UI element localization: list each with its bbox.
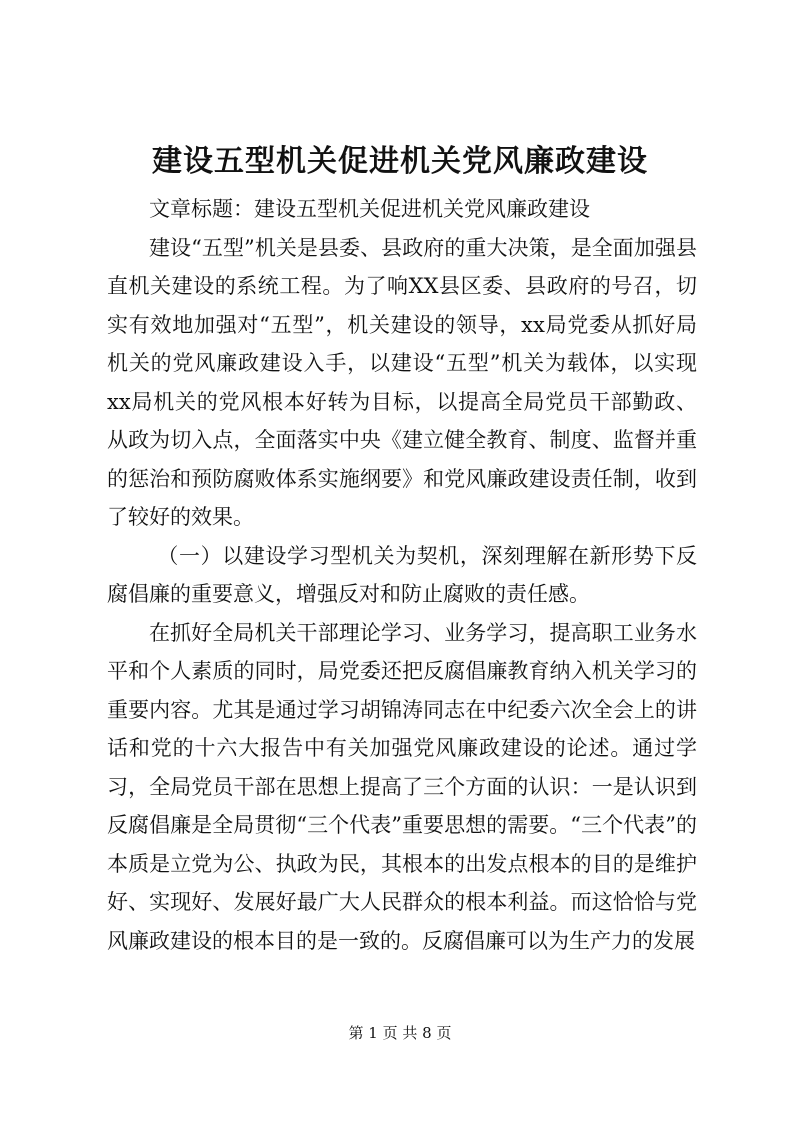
document-title: 建设五型机关促进机关党风廉政建设 [152,144,648,179]
document-body [107,190,697,960]
paragraph-intro: 建设“五型”机关是县委、县政府的重大决策，是全面加强县直机关建设的系统工程。为了响XX县区委、县政府的号召，切实有效地加强对“五型”，机关建设的领导，xx局党委从抓好局机关的党风廉政建设入手，以建设“五型”机关为载体，以实现xx局机关的党风根本好转为目标，以提高全局党员干部勤政、从政为切入点，全面落实中央《建立健全教育、制度、监督并重的惩治和预防腐败体系实施纲要》和党风廉政建设责任制，收到了较好的效果。 [107,235,697,529]
article-title-line: 文章标题：建设五型机关促进机关党风廉政建设 [149,197,590,221]
paragraph-body: 在抓好全局机关干部理论学习、业务学习，提高职工业务水平和个人素质的同时，局党委还把反腐倡廉教育纳入机关学习的重要内容。尤其是通过学习胡锦涛同志在中纪委六次全会上的讲话和党的十六大报告中有关加强党风廉政建设的论述。通过学习，全局党员干部在思想上提高了三个方面的认识：一是认识到反腐倡廉是全局贯彻“三个代表”重要思想的需要。“三个代表”的本质是立党为公、执政为民，其根本的出发点根本的目的是维护好、实现好、发展好最广大人民群众的根本利益。而这恰恰与党风廉政建设的根本目的是一致的。反腐倡廉可以为生产力的发展 [107,620,697,953]
section-heading: （一）以建设学习型机关为契机，深刻理解在新形势下反腐倡廉的重要意义，增强反对和防止腐败的责任感。 [107,543,697,606]
page-number-footer: 第 1 页 共 8 页 [348,1024,452,1042]
